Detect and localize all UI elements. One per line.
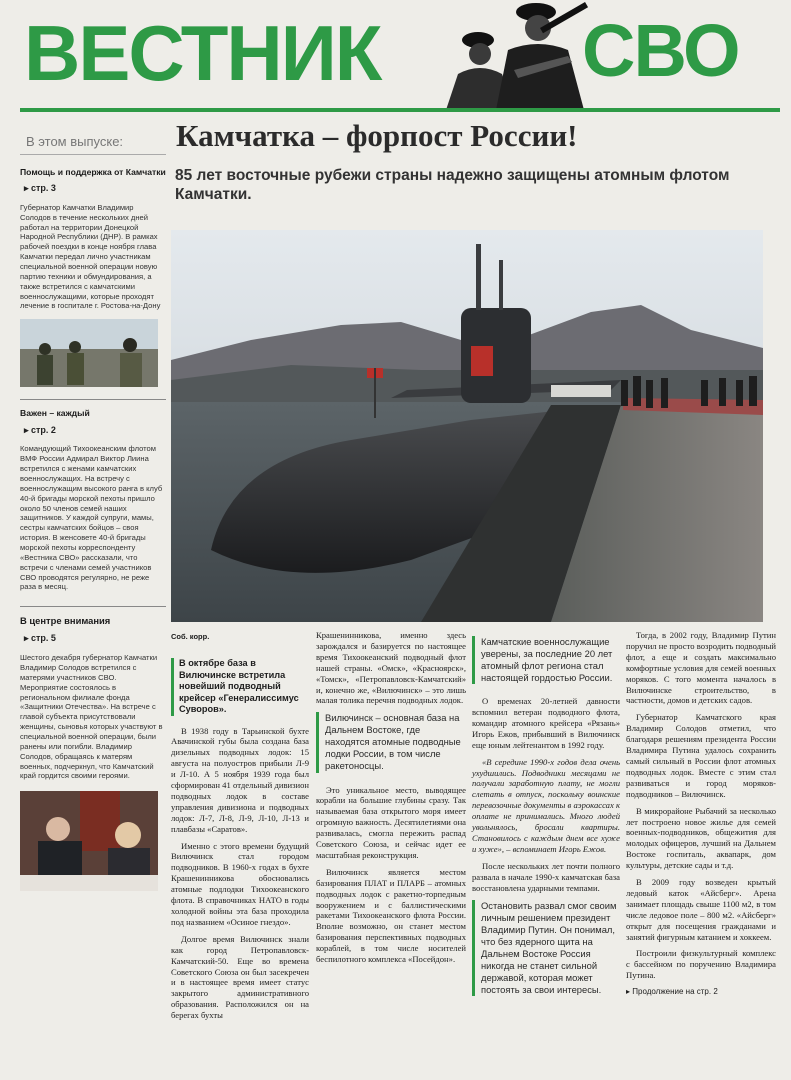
submarine-photo	[171, 230, 763, 622]
masthead-title-right: СВО	[582, 9, 739, 92]
paragraph: Губернатор Камчатского края Владимир Солодов отметил, что благодаря решениям президента России Владимира Путина удалось сохранить самый сильный в России флот атомных подводных лодок. Вместе с этим стал развиваться и город моряков-подводников – Вилючинск.	[626, 712, 776, 799]
sidebar-item-text: Губернатор Камчатки Владимир Солодов в течение нескольких дней работал на территории Донецкой Народной Республики (ДНР). В рамках рабочей поездки в конце ноября глава Камчатки передал лично участникам специальной военной операции новую партию техники и обмундирования, а также встретился с камчатскими военнослужащими, которые проходят лечение в госпитале г. Ростова-на-Дону	[20, 202, 161, 311]
soldiers-illustration	[428, 0, 588, 110]
sidebar-item-text: Шестого декабря губернатор Камчатки Владимир Солодов встретился с матерями участников СВО. Мероприятие состоялось в региональном филиале фонда «Защитники Отечества». На встрече с главой субъекта присутствовали женщины, сыновья которых участвуют в специальной военной операции, были ранены или погибли. Владимир Солодов, обращаясь к матерям военных, подчеркнул, что Камчатский край гордится своими героями.	[20, 653, 163, 781]
article-column-2	[316, 630, 466, 971]
paragraph: Вилючинск является местом базирования ПЛАТ и ПЛАРБ – атомных подводных лодок с ракетно-торпедным вооружением и с баллистическими ракетами Тихоокеанского флота России. Вполне возможно, он станет местом базирования перспективных подводных кораблей, в том числе носителей беспилотного комплекса «Посейдон».	[316, 866, 466, 965]
paragraph: Это уникальное место, выводящее корабли на большие глубины сразу. Так называемая база открытого моря имеет огромную важность. Десятилетиями она развивалась, смогла пережить распад Советского Союза, и сейчас идет ее масштабная реконструкция.	[316, 784, 466, 860]
sidebar-item-page[interactable]: ▸ стр. 5	[24, 633, 56, 644]
sidebar-photo-meeting	[20, 791, 158, 891]
paragraph: В 2009 году возведен крытый ледовый каток «Айсберг». Арена занимает площадь свыше 1100 м2, в том числе ледовое поле – 800 м2. «Айсберг» открыт для посещения гражданами и занятий фигурным катанием и хоккеем.	[626, 877, 776, 942]
masthead-title-left: ВЕСТНИК	[24, 9, 381, 97]
pull-quote: Остановить развал смог своим личным решением президент Владимир Путин. Он понимал, что без ядерного щита на Дальнем Востоке Россия никогда не станет сильной державой, которая может постоять за свои интересы.	[472, 900, 620, 996]
sidebar-item-title: Важен – каждый	[20, 399, 166, 418]
in-this-issue-heading: В этом выпуске:	[20, 118, 166, 155]
sidebar-item-title: Помощь и поддержка от Камчатки	[20, 166, 166, 177]
paragraph: Тогда, в 2002 году, Владимир Путин поручил не просто возродить подводный флот, а еще и создать максимально комфортные условия для семей военных моряков. С того момента началось в Вилючинске строительство, в частности, домов и детских садов.	[626, 630, 776, 706]
paragraph: В микрорайоне Рыбачий за несколько лет построено новое жилье для семей военных-подводников, общежития для молодых офицеров, лучший на Дальнем Востоке госпиталь, аквапарк, дом культуры, детские сады и т.д.	[626, 805, 776, 871]
article-lead: В октябре база в Вилючинске встретила новейший подводный крейсер «Генералиссимус Суворов».	[171, 658, 309, 716]
pull-quote: Камчатские военнослужащие уверены, за последние 20 лет атомный флот региона стал настоящей гордостью России.	[472, 636, 620, 684]
paragraph: «В середине 1990-х годов дела очень ухудшились. Подводники месяцами не получали заработную плату, не могли слетать в отпуск, поскольку воинские перевозочные документы в аэрокассах к оплате не принимались. Много людей увольнялось, бросали квартиры. Становилось с каждым днем все хуже и хуже», – вспоминает Игорь Ежов.	[472, 756, 620, 854]
paragraph: Крашенинникова, именно здесь зарождался и базируется по настоящее время Тихоокеанский подводный флот нашей страны. «Омск», «Красноярск», «Томск», «Петропавловск-Камчатский» и, конечно же, «Вилючинск» – это лишь малая толика перечня подводных лодок.	[316, 630, 466, 706]
masthead	[0, 0, 791, 112]
article-column-4	[626, 630, 776, 996]
paragraph: Именно с этого времени будущий Вилючинск стал городом подводников. В 1960-х годах в бухте Крашенинникова обосновались атомные подлодки Тихоокеанского флота. В справочниках НАТО в годы холодной войны эта база проходила под названием «Осиное гнездо».	[171, 840, 309, 927]
sidebar-item-page[interactable]: ▸ стр. 3	[24, 183, 56, 194]
masthead-rule	[20, 108, 780, 112]
article-column-3	[472, 630, 620, 1008]
photo-credit: Соб. корр.	[171, 632, 210, 641]
continued-link[interactable]: ▸ Продолжение на стр. 2	[626, 987, 718, 997]
sidebar-item-title: В центре внимания	[20, 606, 166, 627]
paragraph: Построили физкультурный комплекс с бассейном по поручению Владимира Путина.	[626, 948, 776, 981]
sidebar-item-page[interactable]: ▸ стр. 2	[24, 424, 56, 435]
article-subtitle: 85 лет восточные рубежи страны надежно защищены атомным флотом Камчатки.	[175, 167, 730, 204]
paragraph: О временах 20-летней давности вспомнил ветеран подводного флота, командир атомного крейсера «Рязань» Игорь Ежов, прибывший в Вилючинск еще юным лейтенантом в 1992 году.	[472, 696, 620, 750]
paragraph: Долгое время Вилючинск знали как город Петропавловск-Камчатский-50. Еще во времена Советского Союза он был засекречен и в настоящее время имеет статус закрытого административного образования. Расположился он на берегах бухты	[171, 933, 309, 1021]
paragraph: В 1938 году в Тарьинской бухте Авачинской губы была создана база дизельных подводных лодок: 15 августа на полуостров прибыли Л-9 и Л-10. А 5 ноября 1939 года был сформирован 41 отдельный дивизион подводных лодок в составе управления дивизиона и подводных лодок: Л-7, Л-8, Л-9, Л-10, Л-13 и плавбазы «Саратов».	[171, 725, 309, 834]
pull-quote: Вилючинск – основная база на Дальнем Востоке, где находятся атомные подводные лодки России, в том числе ракетоносцы.	[316, 712, 466, 772]
sidebar	[20, 118, 166, 1080]
article-column-1	[171, 650, 309, 1027]
sidebar-photo-soldiers	[20, 319, 158, 387]
paragraph: После нескольких лет почти полного развала в начале 1990-х камчатская база восстановлена ударными темпами.	[472, 860, 620, 893]
article-title: Камчатка – форпост России!	[176, 118, 578, 153]
sidebar-item-text: Командующий Тихоокеанским флотом ВМФ России Адмирал Виктор Лиина встретился с женами камчатских военнослужащих. На встречу с военнослужащим высокого ранга в клуб 40-й бригады морской пехоты пришло около 50 членов семей наших защитников. У каждой супруги, мамы, сестры камчатских бойцов – своя история. В женсовете 40-й бригады морской пехоты корреспонденту «Вестника СВО» рассказали, что встречи с членами семей участников СВО проводятся регулярно, не реже раза в месяц.	[20, 444, 163, 592]
